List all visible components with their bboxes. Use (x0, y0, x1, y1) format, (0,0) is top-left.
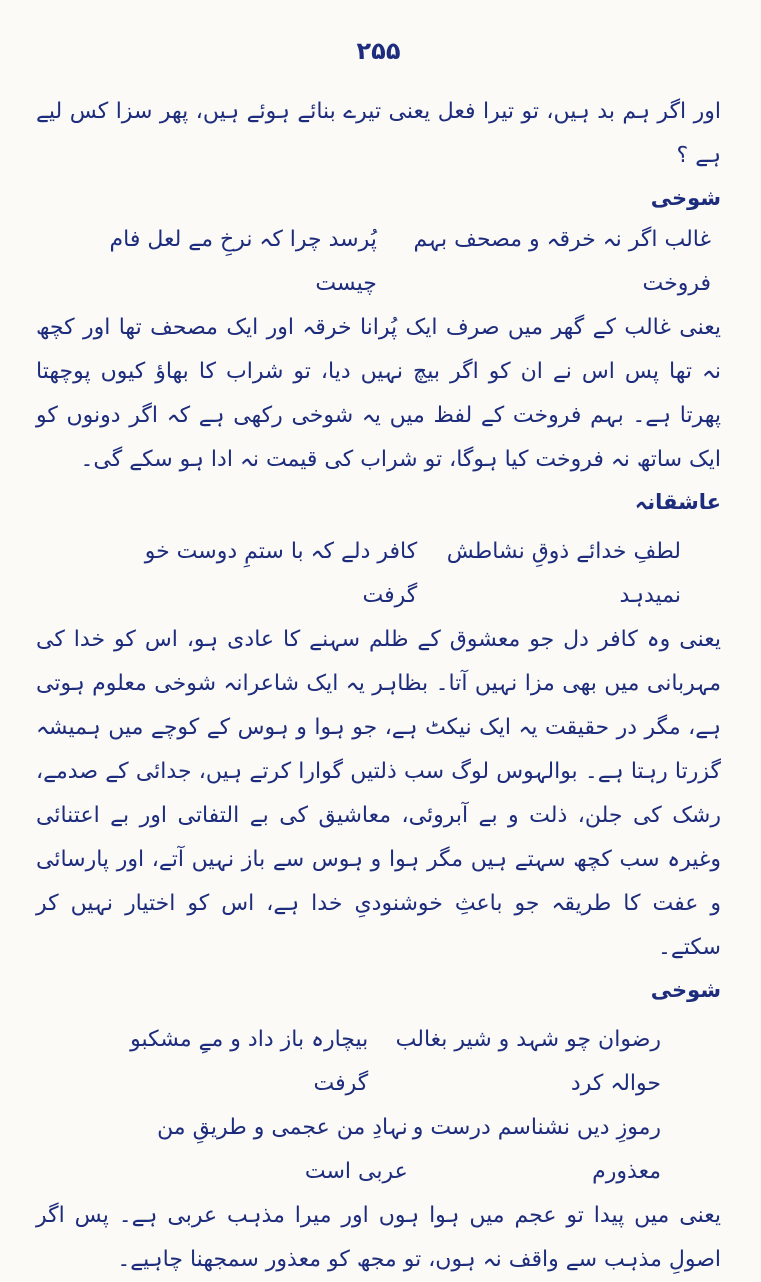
verse-3-explanation: یعنی میں پیدا تو عجم میں ہوا ہوں اور میرا مذہب عربی ہے۔ پس اگر اصولِ مذہب سے واقف نہ ہوں، تو مجھ کو معذور سمجھنا چاہیے۔ (36, 1203, 721, 1272)
verse-1 (36, 218, 721, 306)
intro-paragraph: اور اگر ہم بد ہیں، تو تیرا فعل یعنی تیرے بنائے ہوئے ہیں، پھر سزا کس لیے ہے ؟ (36, 99, 721, 168)
verse-1-left-hemistich: پُرسد چرا کہ نرخِ مے لعل فام چیست (109, 227, 377, 296)
verse-1-explanation: یعنی غالب کے گھر میں صرف ایک پُرانا خرقہ اور ایک مصحف تھا اور کچھ نہ تھا پس اس نے ان کو اگر بیچ نہیں دیا، تو شراب کا بھاؤ کیوں پوچھتا پھرتا ہے۔ بہم فروخت کے لفظ میں یہ شوخی رکھی ہے کہ اگر دونوں کو ایک ساتھ نہ فروخت کیا ہوگا، تو شراب کی قیمت نہ ادا ہو سکے گی۔ (36, 315, 721, 472)
verse-1-right-hemistich: غالب اگر نہ خرقہ و مصحف بہم فروخت (413, 227, 711, 296)
verse-2-explanation: یعنی وہ کافر دل جو معشوق کے ظلم سہنے کا عادی ہو، اس کو خدا کی مہربانی میں بھی مزا نہیں آتا۔ بظاہر یہ ایک شاعرانہ شوخی معلوم ہوتی ہے، مگر در حقیقت یہ ایک نیکٹ ہے، جو ہوا و ہوس کے کوچے میں ہمیشہ گزرتا رہتا ہے۔ بوالہوس لوگ سب ذلتیں گوارا کرتے ہیں، جدائی کے صدمے، رشک کی جلن، ذلت و بے آبروئی، معاشیق کی بے التفاتی اور بے اعتنائی وغیرہ سب کچھ سہتے ہیں مگر ہوا و ہوس سے باز نہیں آتے، اور پارسائی و عفت کا طریقہ جو باعثِ خوشنودیِ خدا ہے، اس کو اختیار نہیں کر سکتے۔ (36, 627, 721, 960)
verse-3-line-1-right: رضوان چو شہد و شیر بغالب حوالہ کرد (395, 1027, 661, 1096)
verse-2-right-hemistich: لطفِ خدائے ذوقِ نشاطش نمیدہد (446, 539, 681, 608)
section-heading-shokhi-2: شوخی (650, 978, 721, 1002)
verse-2-left-hemistich: کافر دلے کہ با ستمِ دوست خو گرفت (144, 539, 418, 608)
verse-3-line-1 (36, 1018, 721, 1106)
section-heading-ashiqana: عاشقانہ (634, 490, 721, 514)
verse-3-line-2-right: رموزِ دیں نشناسم درست و معذورم (412, 1115, 661, 1184)
verse-3-line-2 (36, 1106, 721, 1194)
verse-3-line-1-left: بیچارہ باز داد و مےِ مشکبو گرفت (130, 1027, 369, 1096)
verse-2 (36, 530, 721, 618)
section-heading-shokhi: شوخی (650, 186, 721, 210)
page-number: ۲۵۵ (356, 37, 401, 65)
verse-3-line-2-left: نہادِ من عجمی و طریقِ من عربی است (157, 1115, 408, 1184)
